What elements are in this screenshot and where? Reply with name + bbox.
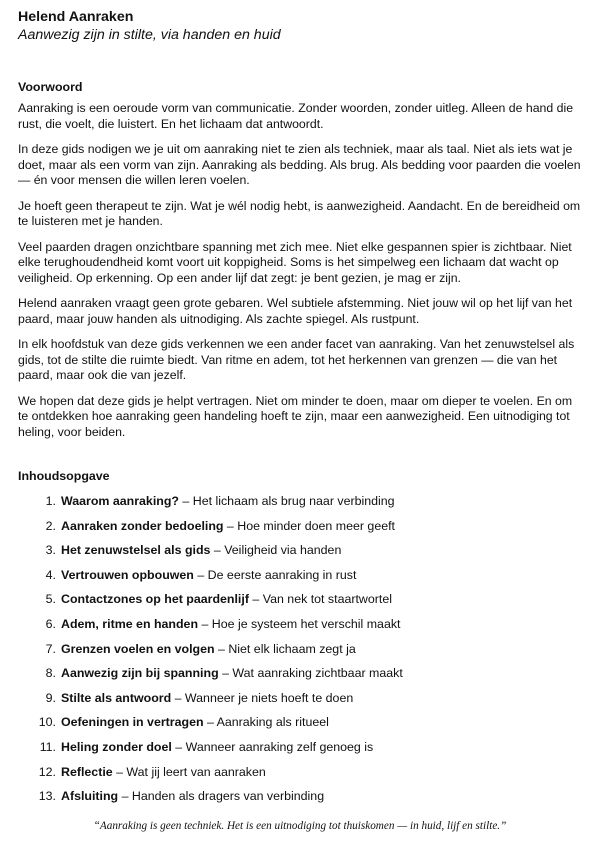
toc-chapter-description: – Het lichaam als brug naar verbinding bbox=[178, 494, 395, 508]
toc-chapter-title: Heling zonder doel bbox=[61, 739, 172, 754]
toc-chapter-title: Contactzones op het paardenlijf bbox=[61, 592, 249, 607]
toc-item bbox=[18, 542, 584, 567]
toc-chapter-title: Waarom aanraking? bbox=[61, 494, 179, 508]
toc-chapter-description: – De eerste aanraking in rust bbox=[193, 567, 357, 582]
toc-number: 7. bbox=[45, 641, 56, 656]
toc-number: 1. bbox=[45, 494, 56, 508]
toc-item bbox=[18, 714, 584, 739]
toc-chapter-description: – Wat aanraking zichtbaar maakt bbox=[218, 666, 403, 681]
foreword-body bbox=[18, 101, 584, 440]
toc-number: 12. bbox=[38, 764, 56, 779]
toc-chapter-description: – Niet elk lichaam zegt ja bbox=[214, 641, 356, 656]
document-title: Helend Aanraken bbox=[18, 9, 134, 25]
toc-number: 9. bbox=[45, 690, 56, 705]
toc-number: 6. bbox=[45, 616, 56, 631]
toc-number: 10. bbox=[38, 715, 56, 730]
foreword-paragraph: We hopen dat deze gids je helpt vertragen. Niet om minder te doen, maar om dieper te voelen. En om te ontdekken hoe aanraking geen handeling hoeft te zijn, maar een aanwezigheid. Een uitnodiging tot heling, voor beiden. bbox=[18, 393, 573, 439]
closing-quote: “Aanraking is geen techniek. Het is een uitnodiging tot thuiskomen — in huid, lijf en stilte.” bbox=[93, 820, 507, 832]
toc-chapter-description: – Hoe minder doen meer geeft bbox=[223, 518, 395, 533]
foreword-paragraph: Aanraking is een oeroude vorm van communicatie. Zonder woorden, zonder uitleg. Alleen de hand die rust, die voelt, die luistert. En het lichaam dat antwoordt. bbox=[18, 101, 574, 131]
foreword-paragraph: Helend aanraken vraagt geen grote gebaren. Wel subtiele afstemming. Niet jouw wil op het lijf van het paard, maar jouw handen als uitnodiging. Als zachte spiegel. Als rustpunt. bbox=[18, 296, 573, 326]
toc-number: 3. bbox=[45, 543, 56, 558]
toc-item bbox=[18, 764, 584, 789]
toc-item bbox=[18, 641, 584, 666]
toc-chapter-title: Aanwezig zijn bij spanning bbox=[61, 666, 219, 681]
table-of-contents bbox=[18, 493, 584, 813]
toc-chapter-description: – Aanraking als ritueel bbox=[203, 715, 329, 730]
toc-number: 11. bbox=[39, 739, 56, 754]
toc-number: 2. bbox=[45, 518, 56, 533]
toc-item bbox=[18, 788, 584, 813]
foreword-paragraph: Je hoeft geen therapeut te zijn. Wat je wél nodig hebt, is aanwezigheid. Aandacht. En de bereidheid om te luisteren met je handen. bbox=[18, 198, 581, 228]
toc-number: 13. bbox=[38, 789, 56, 804]
toc-number: 5. bbox=[45, 592, 56, 607]
toc-item bbox=[18, 690, 584, 715]
toc-item bbox=[18, 493, 584, 518]
document-page bbox=[18, 8, 584, 813]
toc-chapter-title: Vertrouwen opbouwen bbox=[61, 567, 194, 582]
toc-chapter-title: Adem, ritme en handen bbox=[61, 616, 199, 631]
toc-chapter-title: Grenzen voelen en volgen bbox=[61, 641, 215, 656]
document-subtitle: Aanwezig zijn in stilte, via handen en huid bbox=[18, 27, 281, 43]
toc-chapter-description: – Veiligheid via handen bbox=[210, 543, 342, 558]
toc-chapter-description: – Van nek tot staartwortel bbox=[248, 592, 392, 607]
toc-chapter-description: – Handen als dragers van verbinding bbox=[118, 789, 325, 804]
toc-item bbox=[18, 518, 584, 543]
foreword-paragraph: In deze gids nodigen we je uit om aanraking niet te zien als techniek, maar als taal. Niet als iets wat je doet, maar als een vorm van zijn. Aanraking als bedding. Als brug. Als bedding voor paarden die voelen — én voor mensen die willen leren voelen. bbox=[18, 142, 581, 187]
foreword-paragraph: Veel paarden dragen onzichtbare spanning met zich mee. Niet elke gespannen spier is zichtbaar. Niet elke terughoudendheid komt voort uit koppigheid. Soms is het simpelweg een lichaam dat wacht op veiligheid. Op erkenning. Op een ander lijf dat zegt: je bent gezien, je mag er zijn. bbox=[18, 239, 572, 285]
toc-item bbox=[18, 739, 584, 764]
toc-item bbox=[18, 665, 584, 690]
toc-item bbox=[18, 591, 584, 616]
toc-item bbox=[18, 567, 584, 592]
foreword-paragraph: In elk hoofdstuk van deze gids verkennen we een ander facet van aanraking. Van het zenuwstelsel als gids, tot de stilte die ruimte biedt. Van ritme en adem, tot het herkennen van grenzen — die van het paard, maar ook die van jezelf. bbox=[18, 337, 575, 382]
toc-number: 8. bbox=[45, 666, 56, 681]
toc-chapter-description: – Hoe je systeem het verschil maakt bbox=[198, 616, 401, 631]
toc-chapter-description: – Wanneer je niets hoeft te doen bbox=[171, 690, 354, 705]
toc-item bbox=[18, 616, 584, 641]
toc-chapter-description: – Wanneer aanraking zelf genoeg is bbox=[171, 739, 374, 754]
toc-chapter-title: Reflectie bbox=[61, 764, 113, 779]
toc-number: 4. bbox=[45, 567, 56, 582]
toc-chapter-title: Afsluiting bbox=[61, 789, 119, 804]
toc-chapter-title: Oefeningen in vertragen bbox=[61, 715, 204, 730]
toc-heading: Inhoudsopgave bbox=[18, 469, 110, 483]
toc-chapter-title: Stilte als antwoord bbox=[61, 690, 172, 705]
foreword-heading: Voorwoord bbox=[18, 80, 83, 94]
toc-chapter-description: – Wat jij leert van aanraken bbox=[112, 764, 266, 779]
toc-chapter-title: Aanraken zonder bedoeling bbox=[61, 518, 224, 533]
toc-chapter-title: Het zenuwstelsel als gids bbox=[61, 543, 211, 558]
